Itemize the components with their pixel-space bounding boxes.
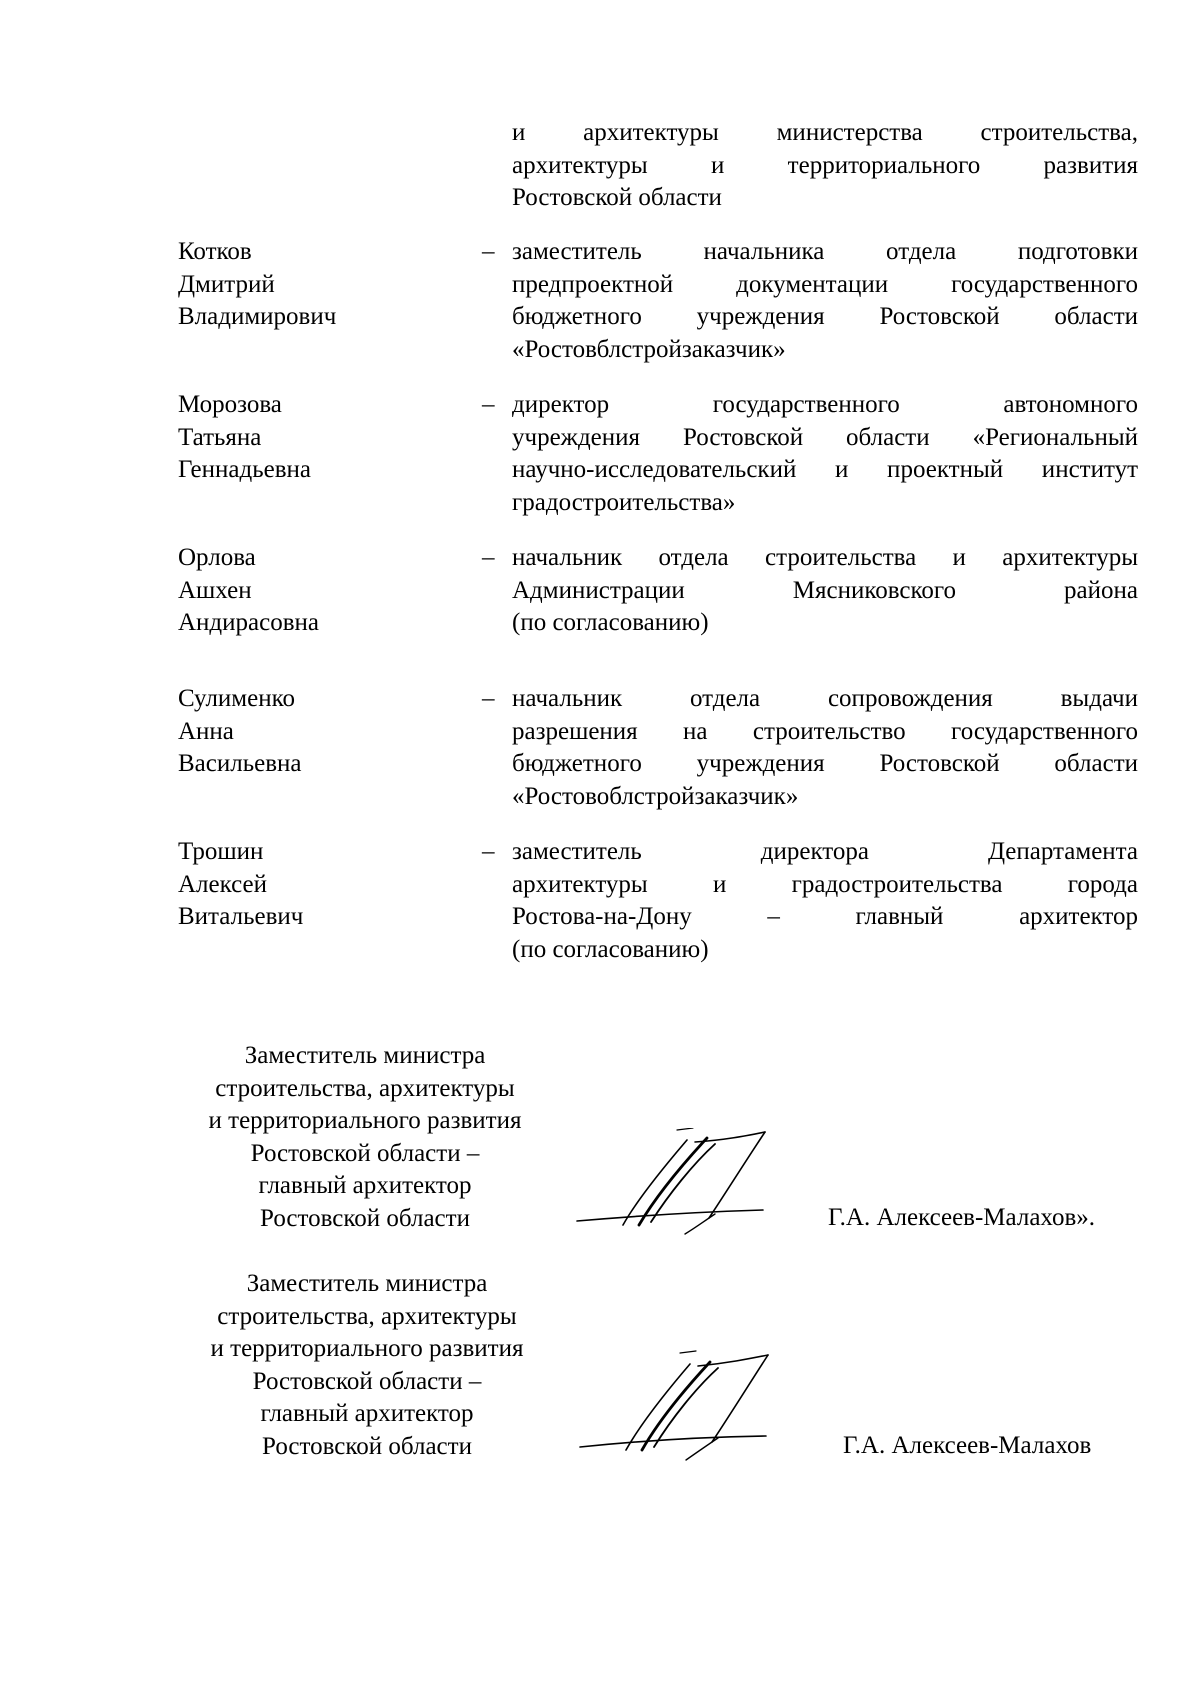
member-surname: Трошин bbox=[178, 838, 264, 865]
signer-title-line: и территориального развития bbox=[208, 1107, 522, 1134]
intro-text bbox=[512, 117, 1138, 215]
member-position bbox=[512, 389, 1138, 519]
intro-line: Ростовской области bbox=[512, 184, 722, 211]
member-position bbox=[512, 236, 1138, 366]
member-name bbox=[178, 542, 468, 640]
signer-title-line: Ростовской области bbox=[262, 1432, 472, 1460]
intro-line: архитектуры и территориального развития bbox=[512, 151, 1138, 179]
member-name bbox=[178, 236, 468, 334]
signer-title bbox=[170, 1040, 560, 1235]
member-first-name: Анна bbox=[178, 717, 234, 745]
member-patronymic: Андирасовна bbox=[178, 609, 320, 636]
position-line: начальник отдела сопровождения выдачи bbox=[512, 685, 1138, 712]
signer-title-line: главный архитектор bbox=[260, 1400, 474, 1427]
position-line: Администрации Мясниковского района bbox=[512, 576, 1138, 604]
position-line: заместитель директора Департамента bbox=[512, 838, 1138, 865]
entry-dash: – bbox=[482, 238, 495, 265]
member-position bbox=[512, 683, 1138, 813]
intro-line: и архитектуры министерства строительства, bbox=[512, 119, 1138, 146]
signer-title-line: Ростовской области bbox=[260, 1204, 470, 1232]
member-name bbox=[178, 683, 468, 781]
entry-dash: – bbox=[482, 685, 495, 712]
member-name bbox=[178, 836, 468, 934]
position-line: Ростова-на-Дону – главный архитектор bbox=[512, 903, 1138, 930]
member-name bbox=[178, 389, 468, 487]
member-surname: Котков bbox=[178, 238, 252, 265]
position-line: начальник отдела строительства и архитектуры bbox=[512, 544, 1138, 571]
position-line: заместитель начальника отдела подготовки bbox=[512, 238, 1138, 265]
member-patronymic: Геннадьевна bbox=[178, 456, 311, 483]
member-position bbox=[512, 542, 1138, 640]
position-line: «Ростовоблстройзаказчик» bbox=[512, 782, 799, 810]
member-surname: Орлова bbox=[178, 544, 256, 571]
member-first-name: Татьяна bbox=[178, 423, 262, 451]
signer-title bbox=[172, 1268, 562, 1463]
signer-title-line: строительства, архитектуры bbox=[215, 1074, 515, 1102]
position-line: учреждения Ростовской области «Региональный bbox=[512, 423, 1138, 451]
position-line: (по согласованию) bbox=[512, 609, 709, 636]
position-line: (по согласованию) bbox=[512, 935, 709, 963]
signer-title-line: и территориального развития bbox=[210, 1335, 524, 1362]
handwritten-signature bbox=[578, 1350, 778, 1465]
signer-name: Г.А. Алексеев-Малахов bbox=[843, 1432, 1092, 1459]
position-line: градостроительства» bbox=[512, 488, 736, 516]
position-line: «Ростовблстройзаказчик» bbox=[512, 335, 786, 363]
handwritten-signature bbox=[575, 1128, 775, 1243]
member-patronymic: Васильевна bbox=[178, 750, 302, 777]
entry-dash: – bbox=[482, 544, 495, 571]
member-patronymic: Владимирович bbox=[178, 303, 337, 330]
member-patronymic: Витальевич bbox=[178, 903, 304, 930]
signer-title-line: Заместитель министра bbox=[246, 1270, 488, 1297]
signature-block bbox=[170, 1268, 1170, 1488]
member-first-name: Дмитрий bbox=[178, 270, 275, 298]
member-first-name: Ашхен bbox=[178, 576, 252, 604]
member-surname: Сулименко bbox=[178, 685, 295, 712]
position-line: научно-исследовательский и проектный институт bbox=[512, 456, 1138, 483]
position-line: бюджетного учреждения Ростовской области bbox=[512, 303, 1138, 330]
entry-dash: – bbox=[482, 838, 495, 865]
position-line: директор государственного автономного bbox=[512, 391, 1138, 418]
member-position bbox=[512, 836, 1138, 966]
signer-title-line: строительства, архитектуры bbox=[217, 1302, 517, 1330]
position-line: разрешения на строительство государственного bbox=[512, 717, 1138, 745]
signature-block bbox=[170, 1040, 1170, 1260]
signer-title-line: Заместитель министра bbox=[244, 1042, 486, 1069]
signer-title-line: главный архитектор bbox=[258, 1172, 472, 1199]
signer-title-line: Ростовской области – bbox=[250, 1139, 480, 1167]
position-line: архитектуры и градостроительства города bbox=[512, 870, 1138, 898]
position-line: предпроектной документации государственного bbox=[512, 270, 1138, 298]
member-surname: Морозова bbox=[178, 391, 282, 418]
position-line: бюджетного учреждения Ростовской области bbox=[512, 750, 1138, 777]
signer-title-line: Ростовской области – bbox=[252, 1367, 482, 1395]
member-first-name: Алексей bbox=[178, 870, 268, 898]
entry-dash: – bbox=[482, 391, 495, 418]
signer-name: Г.А. Алексеев-Малахов». bbox=[828, 1204, 1096, 1231]
